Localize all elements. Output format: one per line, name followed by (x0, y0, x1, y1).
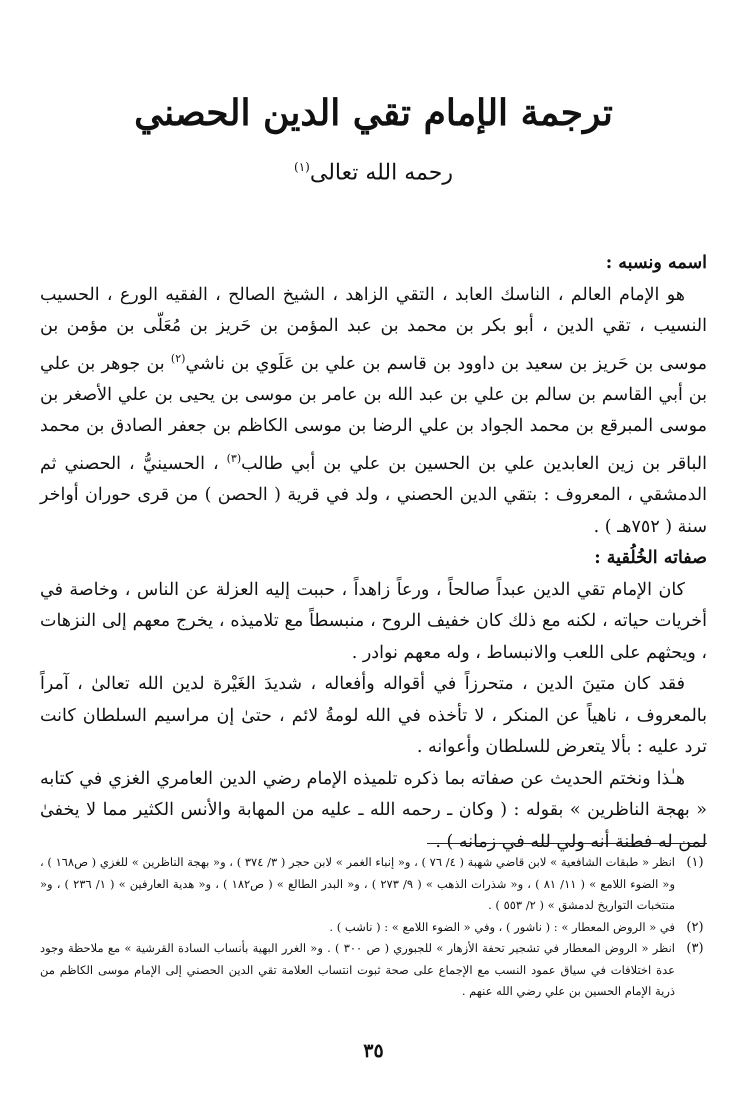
lineage-paragraph (40, 280, 707, 544)
footnote-ref-2: (٢) (170, 351, 186, 365)
character-paragraph-2: فقد كان متينَ الدين ، متحرزاً في أقواله وأفعاله ، شديدَ الغَيْرة لدين الله تعالىٰ ، آمراً بالمعروف ، ناهياً عن المنكر ، لا تأخذه في الله لومةُ لائم ، حتىٰ إن مراسيم السلطان كانت ترد عليه : بألا يتعرض للسلطان وأعوانه . (40, 674, 707, 758)
footnote-item (40, 917, 715, 939)
footnote-text: انظر « طبقات الشافعية » لابن قاضي شهبة ( ٤/ ٧٦ ) ، و« إنباء الغمر » لابن حجر ( ٣/ ٣٧٤ ) ، و« بهجة الناظرين » للغزي ( ص١٦٨ ) ، و« الضوء اللامع » ( ١١/ ٨١ ) ، و« شذرات الذهب » ( ٩/ ٢٧٣ ) ، و« البدر الطالع » ( ص١٨٢ ) ، و« هدية العارفين » ( ١/ ٢٣٦ ) ، و« منتخبات التواريخ لدمشق » ( ٢/ ٥٥٣ ) . (40, 855, 675, 912)
character-paragraph-1: كان الإمام تقي الدين عبداً صالحاً ، ورعاً زاهداً ، حببت إليه العزلة عن الناس ، وخاصة في أخريات حياته ، لكنه مع ذلك كان خفيف الروح ، منبسطاً مع تلاميذه ، يخرج معهم إلى النزهات ، ويحثهم على اللعب والانبساط ، وله معهم نوادر . (40, 579, 707, 663)
footnotes (40, 852, 715, 1003)
page-number: ٣٥ (363, 1040, 384, 1062)
footnote-ref-1: (١) (294, 160, 310, 174)
footnote-item (40, 938, 715, 1003)
page-subtitle (0, 160, 747, 185)
footnote-text: انظر « الروض المعطار في تشجير تحفة الأزهار » للجبوري ( ص ٣٠٠ ) . و« الغرر البهية بأنساب السادة القرشية » مع ملاحظة وجود عدة اختلافات في سياق عمود النسب مع الإجماع على صحة ثبوت انتساب العلامة تقي الدين الحصني إلى الإمام موسى الكاظم من ذرية الإمام الحسين بن علي رضي الله عنهم . (40, 941, 675, 998)
page-title: ترجمة الإمام تقي الدين الحصني (134, 92, 613, 134)
footnote-ref-3: (٣) (226, 451, 242, 465)
lineage-text-part-1: هو الإمام العالم ، الناسك العابد ، التقي الزاهد ، الشيخ الصالح ، الفقيه الورع ، الحسيب النسيب ، تقي الدين ، أبو بكر بن محمد بن عبد المؤمن بن حَريز بن مُعَلّى بن مؤمن بن موسى بن حَريز بن سعيد بن داوود بن قاسم بن علي بن عَلَوي بن ناشي (40, 284, 707, 374)
lineage-text-part-3: ، الحسينيُّ ، الحصني ثم الدمشقي ، المعروف : بتقي الدين الحصني ، ولد في قرية ( الحصن ) من قرى حوران أواخر سنة ( ٧٥٢هـ ) . (40, 453, 707, 537)
footnote-item (40, 852, 715, 917)
section-heading-character: صفاته الخُلُقية : (594, 548, 707, 569)
footnote-separator (427, 843, 707, 844)
lineage-text-part-2: بن جوهر بن علي بن أبي القاسم بن سالم بن علي بن عبد الله بن عامر بن موسى بن يحيى بن علي الأصغر بن موسى المبرقع بن محمد الجواد بن علي الرضا بن موسى الكاظم بن جعفر الصادق بن محمد الباقر بن زين العابدين علي بن الحسين بن علي بن أبي طالب (40, 353, 707, 474)
footnote-text: في « الروض المعطار » : ( ناشور ) ، وفي « الضوء اللامع » : ( ناشب ) . (329, 919, 675, 934)
main-body (40, 248, 707, 858)
section-heading-lineage: اسمه ونسبه : (605, 253, 707, 273)
footnote-number: (٣) (686, 941, 704, 956)
footnote-number: (١) (686, 855, 704, 870)
subtitle-text: رحمه الله تعالى (309, 160, 453, 186)
footnote-number: (٢) (686, 919, 704, 935)
character-paragraph-3: هـٰذا ونختم الحديث عن صفاته بما ذكره تلميذه الإمام رضي الدين العامري الغزي في كتابه « بهجة الناظرين » بقوله : ( وكان ـ رحمه الله ـ عليه من المهابة والأنس الكثير مما لا يخفىٰ لمن له فطنة أنه ولي لله في زمانه ) . (40, 768, 707, 852)
